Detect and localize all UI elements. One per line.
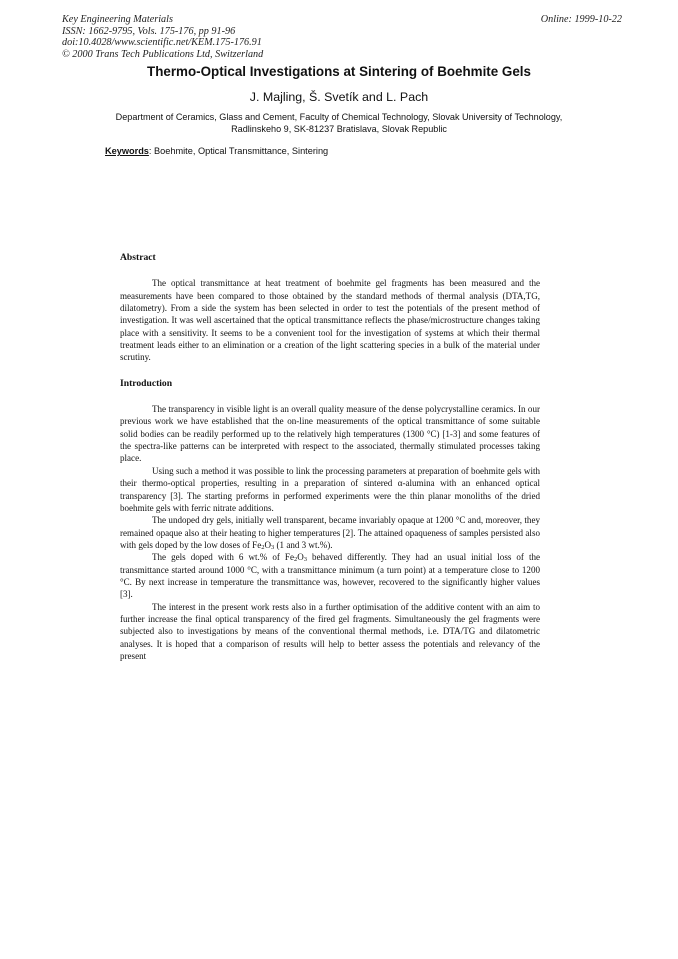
copyright-line: © 2000 Trans Tech Publications Ltd, Switzerland: [62, 48, 264, 60]
issn-line: ISSN: 1662-9795, Vols. 175-176, pp 91-96: [62, 25, 236, 37]
online-date: Online: 1999-10-22: [540, 14, 622, 25]
abstract-text: The optical transmittance at heat treatment of boehmite gel fragments has been measured and the measurements have been compared to those obtained by the standard methods of thermal analysis (DTA,TG, dilatometry). From a side the system has been selected in order to test the potentials of the present method of investigation. It was well ascertained that the optical transmittance reflects the phase/microstructure changes taking place with a sensitivity. It seems to be a convenient tool for the investigation of systems at which their thermal treatment leads either to an elimination or a creation of the light scattering species in a bulk of the material under scrutiny.: [120, 278, 540, 363]
keywords-label: Keywords: [105, 146, 149, 156]
keywords: [105, 146, 328, 156]
doi-line: doi:10.4028/www.scientific.net/KEM.175-176.91: [62, 37, 262, 49]
intro-paragraph-4: The gels doped with 6 wt.% of $Fe_2O_3$ behaved differently. They had an usual initial loss of the transmittance started around 1000 °C, with a transmittance minimum (a turn point) at a temperature close to 1200 °C. By next increase in temperature the transmittance was, however, recovered to the significantly higher values [3].: [120, 552, 540, 600]
authors: J. Majling, Š. Svetík and L. Pach: [249, 90, 429, 104]
intro-paragraph-5: The interest in the present work rests also in a further optimisation of the additive content with an aim to further increase the final optical transparency of the fired gel fragments. Simultaneously the gel fragments were subjected also to investigations by means of the conventional thermal methods, i.e. DTA/TG and dilatometric analyses. It is hoped that a comparison of results will help to better assess the potentials and relevancy of the present: [120, 601, 540, 661]
journal-name: Key Engineering Materials: [62, 14, 173, 25]
paper-title: Thermo-Optical Investigations at Sintering of Boehmite Gels: [147, 64, 531, 79]
intro-paragraph-1: The transparency in visible light is an overall quality measure of the dense polycrystalline ceramics. In our previous work we have established that the on-line measurements of the optical transmittance of some suitable solid bodies can be readily performed up to the relatively high temperatures (1300 °C) [1-3] and some features of the spectra-like patterns can be interpreted with respect to the associated, thermally stimulated processes taking place.: [120, 404, 540, 464]
affiliation: Department of Ceramics, Glass and Cement, Faculty of Chemical Technology, Slovak University of Technology, Radlinskeho 9, SK-81237 Bratislava, Slovak Republic: [115, 112, 563, 134]
keywords-text: : Boehmite, Optical Transmittance, Sintering: [148, 146, 329, 156]
intro-paragraph-3: The undoped dry gels, initially well transparent, became invariably opaque at 1200 °C and, moreover, they remained opaque also at their heating to higher temperatures [2]. The attained opaqueness of samples persisted also with gels doped by the low doses of $Fe_2O_3$ (1 and 3 wt.%).: [120, 515, 540, 551]
publication-header: [62, 14, 622, 60]
paper-body: [120, 252, 540, 662]
abstract-heading: Abstract: [120, 252, 156, 263]
introduction-heading: Introduction: [120, 377, 173, 389]
intro-paragraph-2: Using such a method it was possible to link the processing parameters at preparation of boehmite gels with their thermo-optical properties, resulting in a preparation of sintered α-alumina with an enhanced optical transparency [3]. The starting preforms in performed experiments were the thin planar monoliths of the dried boehmite gels with ferric nitrate additions.: [120, 465, 540, 513]
